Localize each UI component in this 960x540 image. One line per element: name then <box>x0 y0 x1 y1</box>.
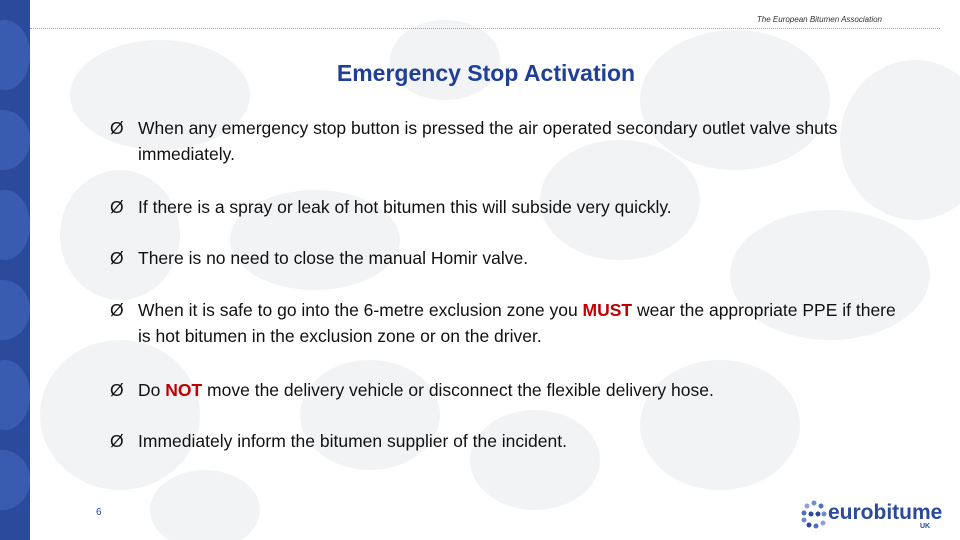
bullet-item <box>110 115 910 167</box>
emphasis-not: NOT <box>165 380 203 400</box>
background-circle <box>470 410 600 510</box>
header-divider <box>30 28 940 29</box>
bullet-text: There is no need to close the manual Homir valve. <box>138 248 529 268</box>
background-circle <box>40 340 203 490</box>
page-number: 6 <box>96 507 102 518</box>
bullet-text-part: Do <box>138 380 166 400</box>
logo-wordmark: eurobitume <box>828 501 943 524</box>
bullet-text-part: When it is safe to go into the 6-metre exclusion zone you <box>138 300 583 320</box>
bullet-item <box>110 245 910 271</box>
arrow-bullet-icon: Ø <box>110 118 124 138</box>
eurobitume-logo <box>800 497 943 533</box>
slide-title: Emergency Stop Activation <box>336 60 636 86</box>
bullet-text: Immediately inform the bitumen supplier of the incident. <box>138 431 567 451</box>
arrow-bullet-icon: Ø <box>110 300 124 320</box>
bullet-item <box>110 297 910 349</box>
emphasis-must: MUST <box>582 300 633 320</box>
arrow-bullet-icon: Ø <box>110 248 124 268</box>
bullet-item <box>110 377 910 403</box>
bullet-text: When any emergency stop button is pressed the air operated secondary outlet valve shuts immediately. <box>138 118 838 164</box>
bullet-text-part: wear the appropriate PPE if there is hot bitumen in the exclusion zone or on the driver. <box>138 300 896 346</box>
background-circle <box>60 170 180 300</box>
eurobitume-dots-icon <box>800 499 828 529</box>
arrow-bullet-icon: Ø <box>110 197 124 217</box>
logo-subtitle: UK <box>920 523 931 530</box>
arrow-bullet-icon: Ø <box>110 380 124 400</box>
bullet-item <box>110 428 910 454</box>
bullet-item <box>110 194 910 220</box>
arrow-bullet-icon: Ø <box>110 431 124 451</box>
bullet-text-part: move the delivery vehicle or disconnect the flexible delivery hose. <box>202 380 714 400</box>
bullet-text: If there is a spray or leak of hot bitumen this will subside very quickly. <box>138 197 672 217</box>
bullet-text <box>110 297 910 349</box>
bullet-text <box>110 377 910 403</box>
organization-name: The European Bitumen Association <box>756 15 882 24</box>
background-circle <box>150 470 260 540</box>
